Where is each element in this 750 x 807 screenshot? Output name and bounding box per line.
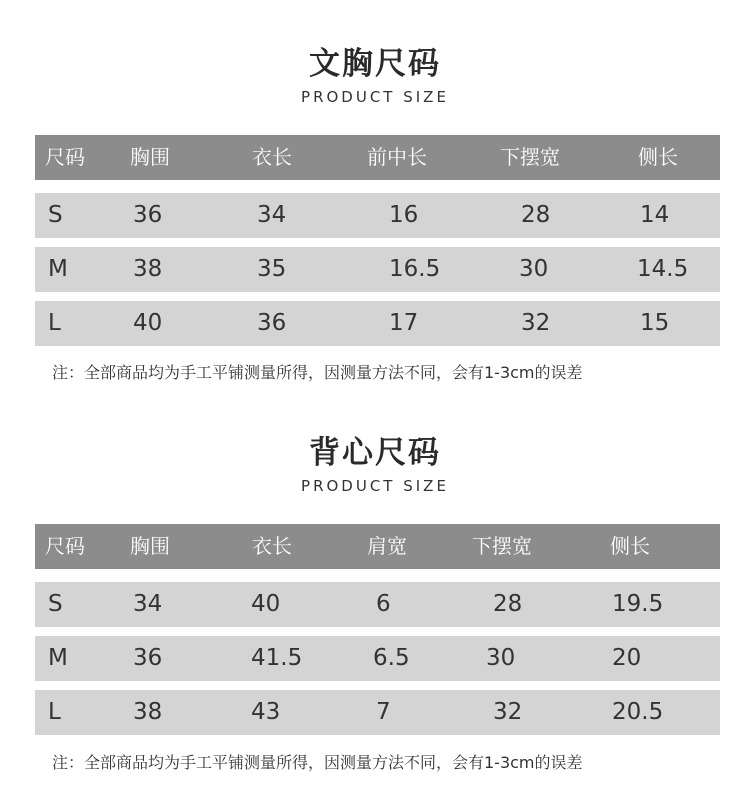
table-row bbox=[35, 582, 720, 627]
header-side-length: 侧长 bbox=[638, 145, 678, 169]
bra-size-subtitle: PRODUCT SIZE bbox=[301, 88, 449, 106]
measurement-note: 注：全部商品均为手工平铺测量所得，因测量方法不同，会有1-3cm的误差 bbox=[52, 363, 583, 382]
table-row bbox=[35, 301, 720, 346]
cell-shoulder-width: 6.5 bbox=[373, 645, 410, 671]
cell-size: L bbox=[48, 310, 61, 336]
header-bust: 胸围 bbox=[130, 145, 170, 169]
header-length: 衣长 bbox=[252, 145, 292, 169]
cell-size: M bbox=[48, 645, 68, 671]
cell-hem-width: 30 bbox=[519, 256, 549, 282]
vest-table-header bbox=[35, 524, 720, 569]
cell-side-length: 20.5 bbox=[612, 699, 664, 725]
cell-hem-width: 32 bbox=[521, 310, 551, 336]
cell-length: 36 bbox=[257, 310, 287, 336]
table-row bbox=[35, 247, 720, 292]
cell-length: 34 bbox=[257, 202, 287, 228]
header-shoulder-width: 肩宽 bbox=[367, 534, 407, 558]
header-size: 尺码 bbox=[45, 534, 85, 558]
cell-side-length: 19.5 bbox=[612, 591, 664, 617]
table-row bbox=[35, 636, 720, 681]
cell-center-front-length: 16.5 bbox=[389, 256, 441, 282]
cell-bust: 36 bbox=[133, 645, 163, 671]
bra-size-title: 文胸尺码 bbox=[309, 46, 441, 82]
header-bust: 胸围 bbox=[130, 534, 170, 558]
cell-side-length: 15 bbox=[640, 310, 670, 336]
cell-bust: 38 bbox=[133, 699, 163, 725]
cell-hem-width: 30 bbox=[486, 645, 516, 671]
header-side-length: 侧长 bbox=[610, 534, 650, 558]
cell-length: 35 bbox=[257, 256, 287, 282]
table-row bbox=[35, 193, 720, 238]
header-hem-width: 下摆宽 bbox=[472, 534, 532, 558]
cell-size: S bbox=[48, 591, 63, 617]
cell-bust: 36 bbox=[133, 202, 163, 228]
header-hem-width: 下摆宽 bbox=[500, 145, 560, 169]
cell-length: 41.5 bbox=[251, 645, 303, 671]
cell-hem-width: 32 bbox=[493, 699, 523, 725]
cell-center-front-length: 17 bbox=[389, 310, 419, 336]
cell-size: L bbox=[48, 699, 61, 725]
header-center-front-length: 前中长 bbox=[367, 145, 427, 169]
vest-size-title: 背心尺码 bbox=[309, 435, 441, 471]
cell-shoulder-width: 6 bbox=[376, 591, 391, 617]
cell-shoulder-width: 7 bbox=[376, 699, 391, 725]
cell-length: 43 bbox=[251, 699, 281, 725]
cell-bust: 40 bbox=[133, 310, 163, 336]
header-size: 尺码 bbox=[45, 145, 85, 169]
cell-length: 40 bbox=[251, 591, 281, 617]
cell-size: M bbox=[48, 256, 68, 282]
cell-side-length: 14.5 bbox=[637, 256, 689, 282]
bra-table-header bbox=[35, 135, 720, 180]
header-length: 衣长 bbox=[252, 534, 292, 558]
cell-side-length: 14 bbox=[640, 202, 670, 228]
cell-hem-width: 28 bbox=[521, 202, 551, 228]
cell-bust: 34 bbox=[133, 591, 163, 617]
cell-side-length: 20 bbox=[612, 645, 642, 671]
vest-size-subtitle: PRODUCT SIZE bbox=[301, 477, 449, 495]
cell-size: S bbox=[48, 202, 63, 228]
measurement-note: 注：全部商品均为手工平铺测量所得，因测量方法不同，会有1-3cm的误差 bbox=[52, 753, 583, 772]
cell-bust: 38 bbox=[133, 256, 163, 282]
cell-hem-width: 28 bbox=[493, 591, 523, 617]
table-row bbox=[35, 690, 720, 735]
cell-center-front-length: 16 bbox=[389, 202, 419, 228]
